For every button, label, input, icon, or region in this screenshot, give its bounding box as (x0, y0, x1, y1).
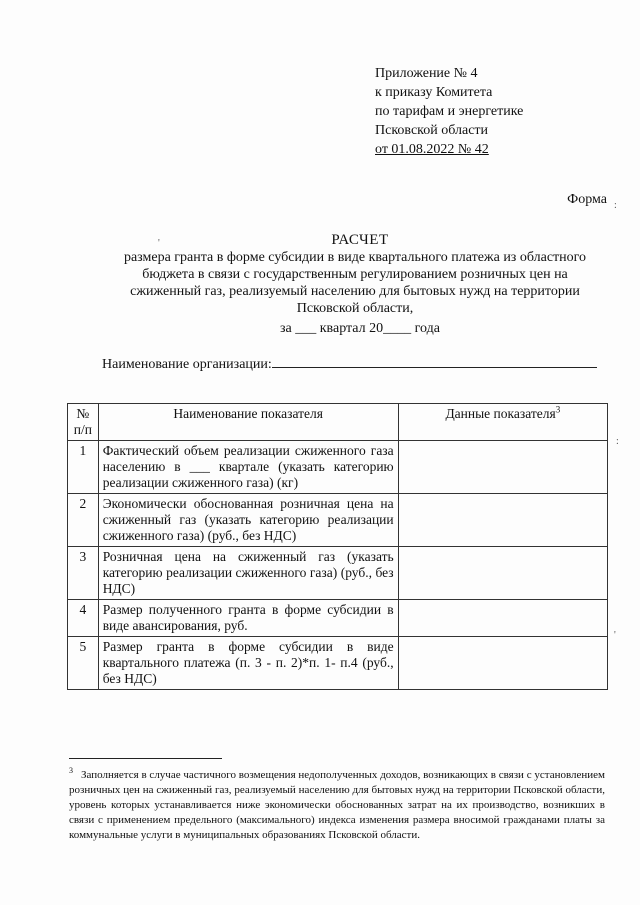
row-name: Фактический объем реализации сжиженного газа населению в ___ квартале (указать категорию реализации сжиженного газа) (кг) (98, 441, 398, 494)
row-num: 5 (68, 637, 99, 690)
row-num: 2 (68, 494, 99, 547)
appendix-order-ref: к приказу Комитета (375, 85, 493, 100)
row-name: Розничная цена на сжиженный газ (указать категорию реализации сжиженного газа) (руб., без НДС) (98, 547, 398, 600)
appendix-region: Псковской области (375, 123, 489, 138)
table-header-row (68, 404, 608, 441)
period-line: за ___ квартал 20____ года (280, 321, 440, 336)
organization-label: Наименование организации: (102, 357, 272, 372)
scan-speck: ' (614, 630, 616, 641)
header-data (398, 404, 607, 441)
appendix-number: Приложение № 4 (375, 66, 478, 81)
header-data-label: Данные показателя (445, 406, 556, 421)
table-row (68, 600, 608, 637)
table-row (68, 637, 608, 690)
scan-speck: : (616, 436, 619, 447)
header-data-footnote: 3 (555, 404, 561, 415)
table-row (68, 494, 608, 547)
appendix-date: от 01.08.2022 № 42 (375, 142, 489, 157)
subtitle-line-3: сжиженный газ, реализуемый населению для бытовых нужд на территории (130, 284, 580, 299)
footnote-text: Заполняется в случае частичного возмещения недополученных доходов, возникающих в связи с установлением розничных цен на сжиженный газ, реализуемый населению для бытовых нужд на территории Псковской области, уровень которых устанавливается ниже экономически обоснованных затрат на их производство, возникших в связи с применением предельного (максимального) индекса изменения размера вносимой гражданами платы за коммунальные услуги в муниципальных образованиях Псковской области. (69, 769, 605, 841)
table-row (68, 547, 608, 600)
row-num: 3 (68, 547, 99, 600)
calculation-table (67, 403, 608, 690)
row-name: Экономически обоснованная розничная цена на сжиженный газ (указать категорию реализации сжиженного газа) (руб., без НДС) (98, 494, 398, 547)
subtitle-line-4: Псковской области, (296, 301, 414, 316)
row-num: 4 (68, 600, 99, 637)
row-data-cell[interactable] (398, 441, 607, 494)
organization-row (102, 355, 597, 373)
scan-speck: ' (158, 238, 160, 249)
row-data-cell[interactable] (398, 494, 607, 547)
row-num: 1 (68, 441, 99, 494)
row-name: Размер гранта в форме субсидии в виде квартального платежа (п. 3 - п. 2)*п. 1- п.4 (руб., без НДС) (98, 637, 398, 690)
organization-field[interactable] (272, 355, 597, 368)
header-name: Наименование показателя (98, 404, 398, 441)
document-subtitle (80, 249, 630, 317)
appendix-committee: по тарифам и энергетике (375, 104, 524, 119)
scan-speck: : (614, 200, 617, 211)
subtitle-line-2: бюджета в связи с государственным регулированием розничных цен на (142, 267, 568, 282)
row-data-cell[interactable] (398, 637, 607, 690)
row-name: Размер полученного гранта в форме субсидии в виде авансирования, руб. (98, 600, 398, 637)
footnote-marker: 3 (69, 766, 73, 776)
appendix-block (375, 64, 523, 159)
document-title: РАСЧЕТ (331, 232, 389, 248)
form-label: Форма (567, 192, 607, 207)
row-data-cell[interactable] (398, 600, 607, 637)
footnote (69, 768, 605, 843)
header-num: № п/п (68, 404, 99, 441)
row-data-cell[interactable] (398, 547, 607, 600)
subtitle-line-1: размера гранта в форме субсидии в виде квартального платежа из областного (123, 250, 587, 265)
footnote-divider (69, 758, 222, 759)
table-row (68, 441, 608, 494)
